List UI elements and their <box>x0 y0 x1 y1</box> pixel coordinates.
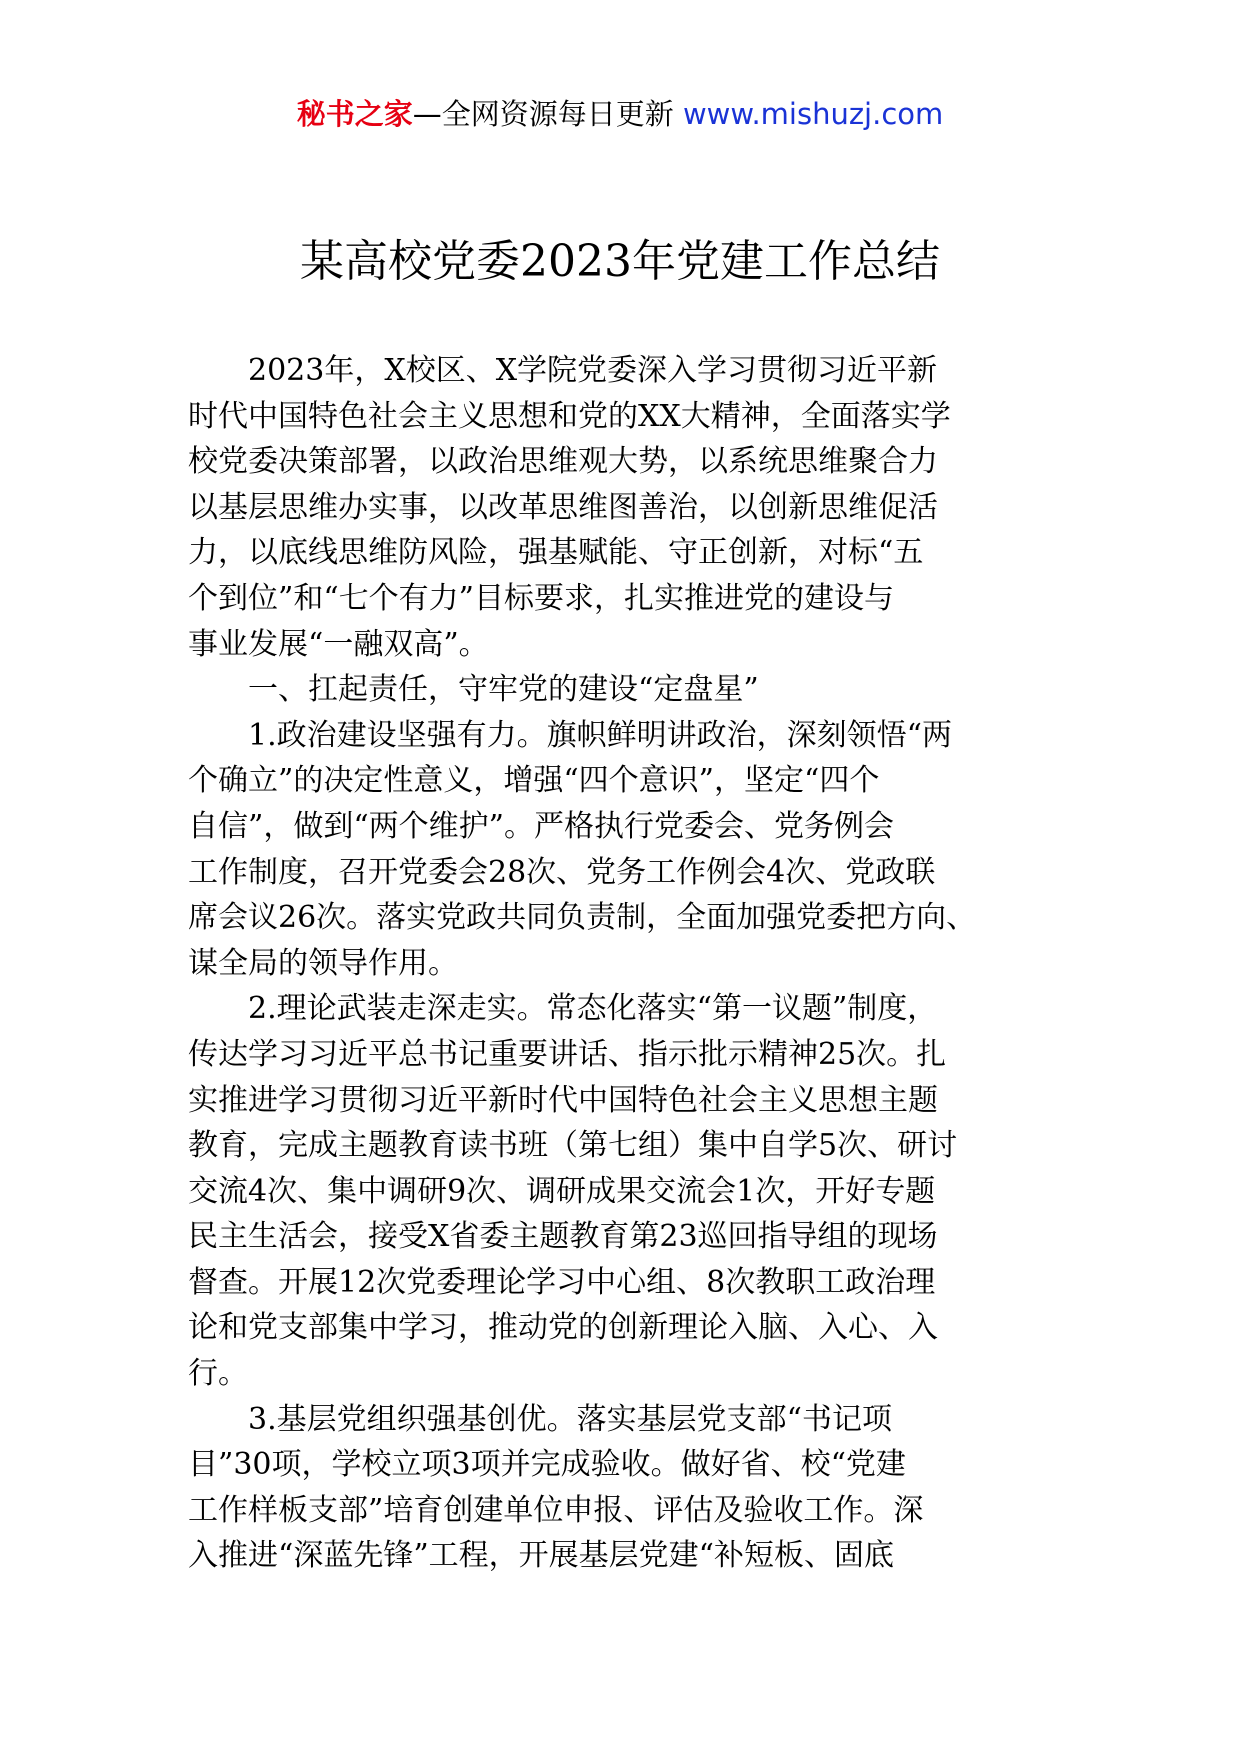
header-tagline: —全网资源每日更新 <box>412 97 683 131</box>
body-line: 自信”，做到“两个维护”。严格执行党委会、党务例会 <box>188 808 895 844</box>
body-line: 力，以底线思维防风险，强基赋能、守正创新，对标“五 <box>188 535 924 571</box>
body-line: 以基层思维办实事，以改革思维图善治，以创新思维促活 <box>188 489 938 525</box>
body-line: 实推进学习贯彻习近平新时代中国特色社会主义思想主题 <box>188 1082 938 1118</box>
body-line: 传达学习习近平总书记重要讲话、指示批示精神25次。扎 <box>188 1036 947 1072</box>
body-line: 个确立”的决定性意义，增强“四个意识”，坚定“四个 <box>188 763 880 799</box>
body-line: 2.理论武装走深走实。常态化落实“第一议题”制度， <box>248 991 938 1027</box>
body-line: 1.政治建设坚强有力。旗帜鲜明讲政治，深刻领悟“两 <box>248 717 952 753</box>
body-line: 工作制度，召开党委会28次、党务工作例会4次、党政联 <box>188 854 936 890</box>
body-line: 交流4次、集中调研9次、调研成果交流会1次，开好专题 <box>188 1173 936 1209</box>
body-line: 目”30项，学校立项3项并完成验收。做好省、校“党建 <box>188 1447 906 1483</box>
body-line: 事业发展“一融双高”。 <box>188 626 489 662</box>
body-line: 3.基层党组织强基创优。落实基层党支部“书记项 <box>248 1401 892 1437</box>
brand-name: 秘书之家 <box>296 97 413 131</box>
body-line: 教育，完成主题教育读书班（第七组）集中自学5次、研讨 <box>188 1128 958 1164</box>
body-line: 2023年，X校区、X学院党委深入学习贯彻习近平新 <box>248 353 938 388</box>
body-line: 民主生活会，接受X省委主题教育第23巡回指导组的现场 <box>188 1219 938 1255</box>
body-line: 个到位”和“七个有力”目标要求，扎实推进党的建设与 <box>188 580 895 616</box>
body-line: 校党委决策部署，以政治思维观大势，以系统思维聚合力 <box>188 444 938 480</box>
body-line: 督查。开展12次党委理论学习中心组、8次教职工政治理 <box>188 1264 936 1300</box>
site-header <box>0 94 1240 134</box>
section-heading: 一、扛起责任，守牢党的建设“定盘星” <box>248 672 759 708</box>
body-line: 工作样板支部”培育创建单位申报、评估及验收工作。深 <box>188 1492 924 1528</box>
body-line: 时代中国特色社会主义思想和党的XX大精神，全面落实学 <box>188 398 951 434</box>
body-line: 论和党支部集中学习，推动党的创新理论入脑、入心、入 <box>188 1310 938 1346</box>
body-line: 行。 <box>188 1356 248 1392</box>
body-line: 谋全局的领导作用。 <box>188 945 458 981</box>
document-body <box>188 348 1058 1579</box>
body-line: 席会议26次。落实党政共同负责制，全面加强党委把方向、 <box>188 900 977 936</box>
body-line: 入推进“深蓝先锋”工程，开展基层党建“补短板、固底 <box>188 1538 895 1574</box>
site-url-link[interactable]: www.mishuzj.com <box>682 97 944 131</box>
document-title: 某高校党委2023年党建工作总结 <box>300 236 940 287</box>
